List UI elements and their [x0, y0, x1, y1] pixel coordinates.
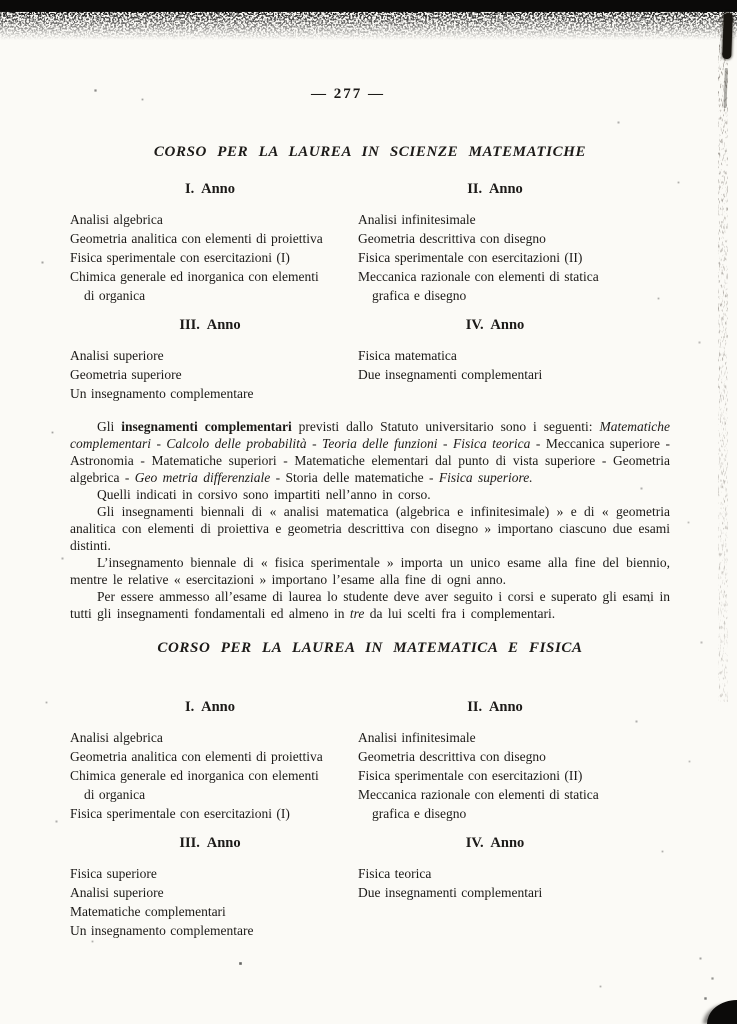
years-row	[70, 305, 670, 403]
year-column-i-anno	[70, 679, 358, 823]
course-list	[70, 346, 350, 403]
course-list	[70, 864, 350, 940]
page-number: — 277 —	[311, 86, 385, 102]
scan-noise-right-edge	[712, 12, 732, 702]
year-heading: III. Anno	[179, 317, 241, 333]
notes-paragraphs	[70, 418, 670, 622]
year-heading: II. Anno	[467, 699, 523, 715]
year-column-iii-anno	[70, 305, 358, 403]
course-item: Un insegnamento complementare	[70, 923, 254, 938]
course-item: Geometria descrittiva con disegno	[358, 749, 546, 764]
course-item: Analisi superiore	[70, 885, 164, 900]
year-heading: IV. Anno	[465, 317, 525, 333]
paragraph: Per essere ammesso all’esame di laurea lo studente deve aver seguito i corsi e superato gli esami in tutti gli insegnamenti fondamentali ed almeno in tre da lui scelti fra i complementari.	[70, 589, 670, 621]
year-column-iv-anno	[358, 823, 670, 940]
course-item: Chimica generale ed inorganica con elementi di organica	[70, 269, 319, 303]
course-item: Fisica sperimentale con esercitazioni (II)	[358, 768, 583, 783]
year-column-i-anno	[70, 161, 358, 305]
years-row	[70, 161, 670, 305]
course-list	[358, 346, 632, 384]
course-item: Fisica sperimentale con esercitazioni (I)	[70, 806, 290, 821]
course-item: Matematiche complementari	[70, 904, 226, 919]
course-list	[70, 210, 350, 305]
course-item: Due insegnamenti complementari	[358, 885, 543, 900]
years-row	[70, 823, 670, 940]
course-item: Meccanica razionale con elementi di statica grafica e disegno	[358, 269, 599, 303]
course-item: Un insegnamento complementare	[70, 386, 254, 401]
year-column-iv-anno	[358, 305, 670, 403]
paragraph: Gli insegnamenti biennali di « analisi matematica (algebrica e infinitesimale) » e di « geometria analitica con elementi di proiettiva e geometria descrittiva con disegno » importano ciascuno due esami distinti.	[70, 504, 670, 553]
scan-specks	[0, 0, 1, 1]
course-item: Fisica sperimentale con esercitazioni (I)	[70, 250, 290, 265]
course-item: Analisi infinitesimale	[358, 730, 476, 745]
paragraph: L’insegnamento biennale di « fisica sperimentale » importa un unico esame alla fine del biennio, mentre le relative « esercitazioni » importano l’esame alla fine di ogni anno.	[70, 555, 670, 587]
paragraph: Gli insegnamenti complementari previsti dallo Statuto universitario sono i seguenti: Matematiche complementari - Calcolo delle probabilità - Teoria delle funzioni - Fisica teorica - Meccanica superiore - Astronomia - Matematiche superiori - Matematiche elementari dal punto di vista superiore - Geometria algebrica - Geo metria differenziale - Storia delle matematiche - Fisica superiore.	[70, 419, 670, 485]
course-item: Geometria analitica con elementi di proiettiva	[70, 749, 323, 764]
course-item: Due insegnamenti complementari	[358, 367, 543, 382]
year-heading: IV. Anno	[465, 835, 525, 851]
page-content	[70, 0, 670, 940]
course-item: Fisica superiore	[70, 866, 157, 881]
scan-ink-blob-bottom-right	[707, 1000, 737, 1024]
course-item: Geometria superiore	[70, 367, 182, 382]
course-item: Fisica matematica	[358, 348, 457, 363]
year-heading: I. Anno	[185, 699, 235, 715]
year-heading: II. Anno	[467, 181, 523, 197]
year-heading: III. Anno	[179, 835, 241, 851]
course-item: Fisica sperimentale con esercitazioni (II)	[358, 250, 583, 265]
course-item: Analisi algebrica	[70, 212, 163, 227]
course-item: Chimica generale ed inorganica con elementi di organica	[70, 768, 319, 802]
year-heading: I. Anno	[185, 181, 235, 197]
course-list	[358, 728, 632, 823]
section-title-scienze-matematiche: CORSO PER LA LAUREA IN SCIENZE MATEMATICHE	[153, 144, 587, 160]
course-item: Meccanica razionale con elementi di statica grafica e disegno	[358, 787, 599, 821]
course-item: Geometria descrittiva con disegno	[358, 231, 546, 246]
year-column-ii-anno	[358, 161, 670, 305]
course-item: Fisica teorica	[358, 866, 432, 881]
section-title-matematica-e-fisica: CORSO PER LA LAUREA IN MATEMATICA E FISICA	[157, 640, 583, 656]
course-list	[358, 864, 632, 902]
course-item: Geometria analitica con elementi di proiettiva	[70, 231, 323, 246]
paragraph: Quelli indicati in corsivo sono impartiti nell’anno in corso.	[97, 487, 431, 502]
years-row	[70, 679, 670, 823]
course-item: Analisi superiore	[70, 348, 164, 363]
course-list	[70, 728, 350, 823]
year-column-iii-anno	[70, 823, 358, 940]
course-list	[358, 210, 632, 305]
course-item: Analisi algebrica	[70, 730, 163, 745]
scan-ink-blob-top-right	[722, 13, 733, 59]
year-column-ii-anno	[358, 679, 670, 823]
course-item: Analisi infinitesimale	[358, 212, 476, 227]
